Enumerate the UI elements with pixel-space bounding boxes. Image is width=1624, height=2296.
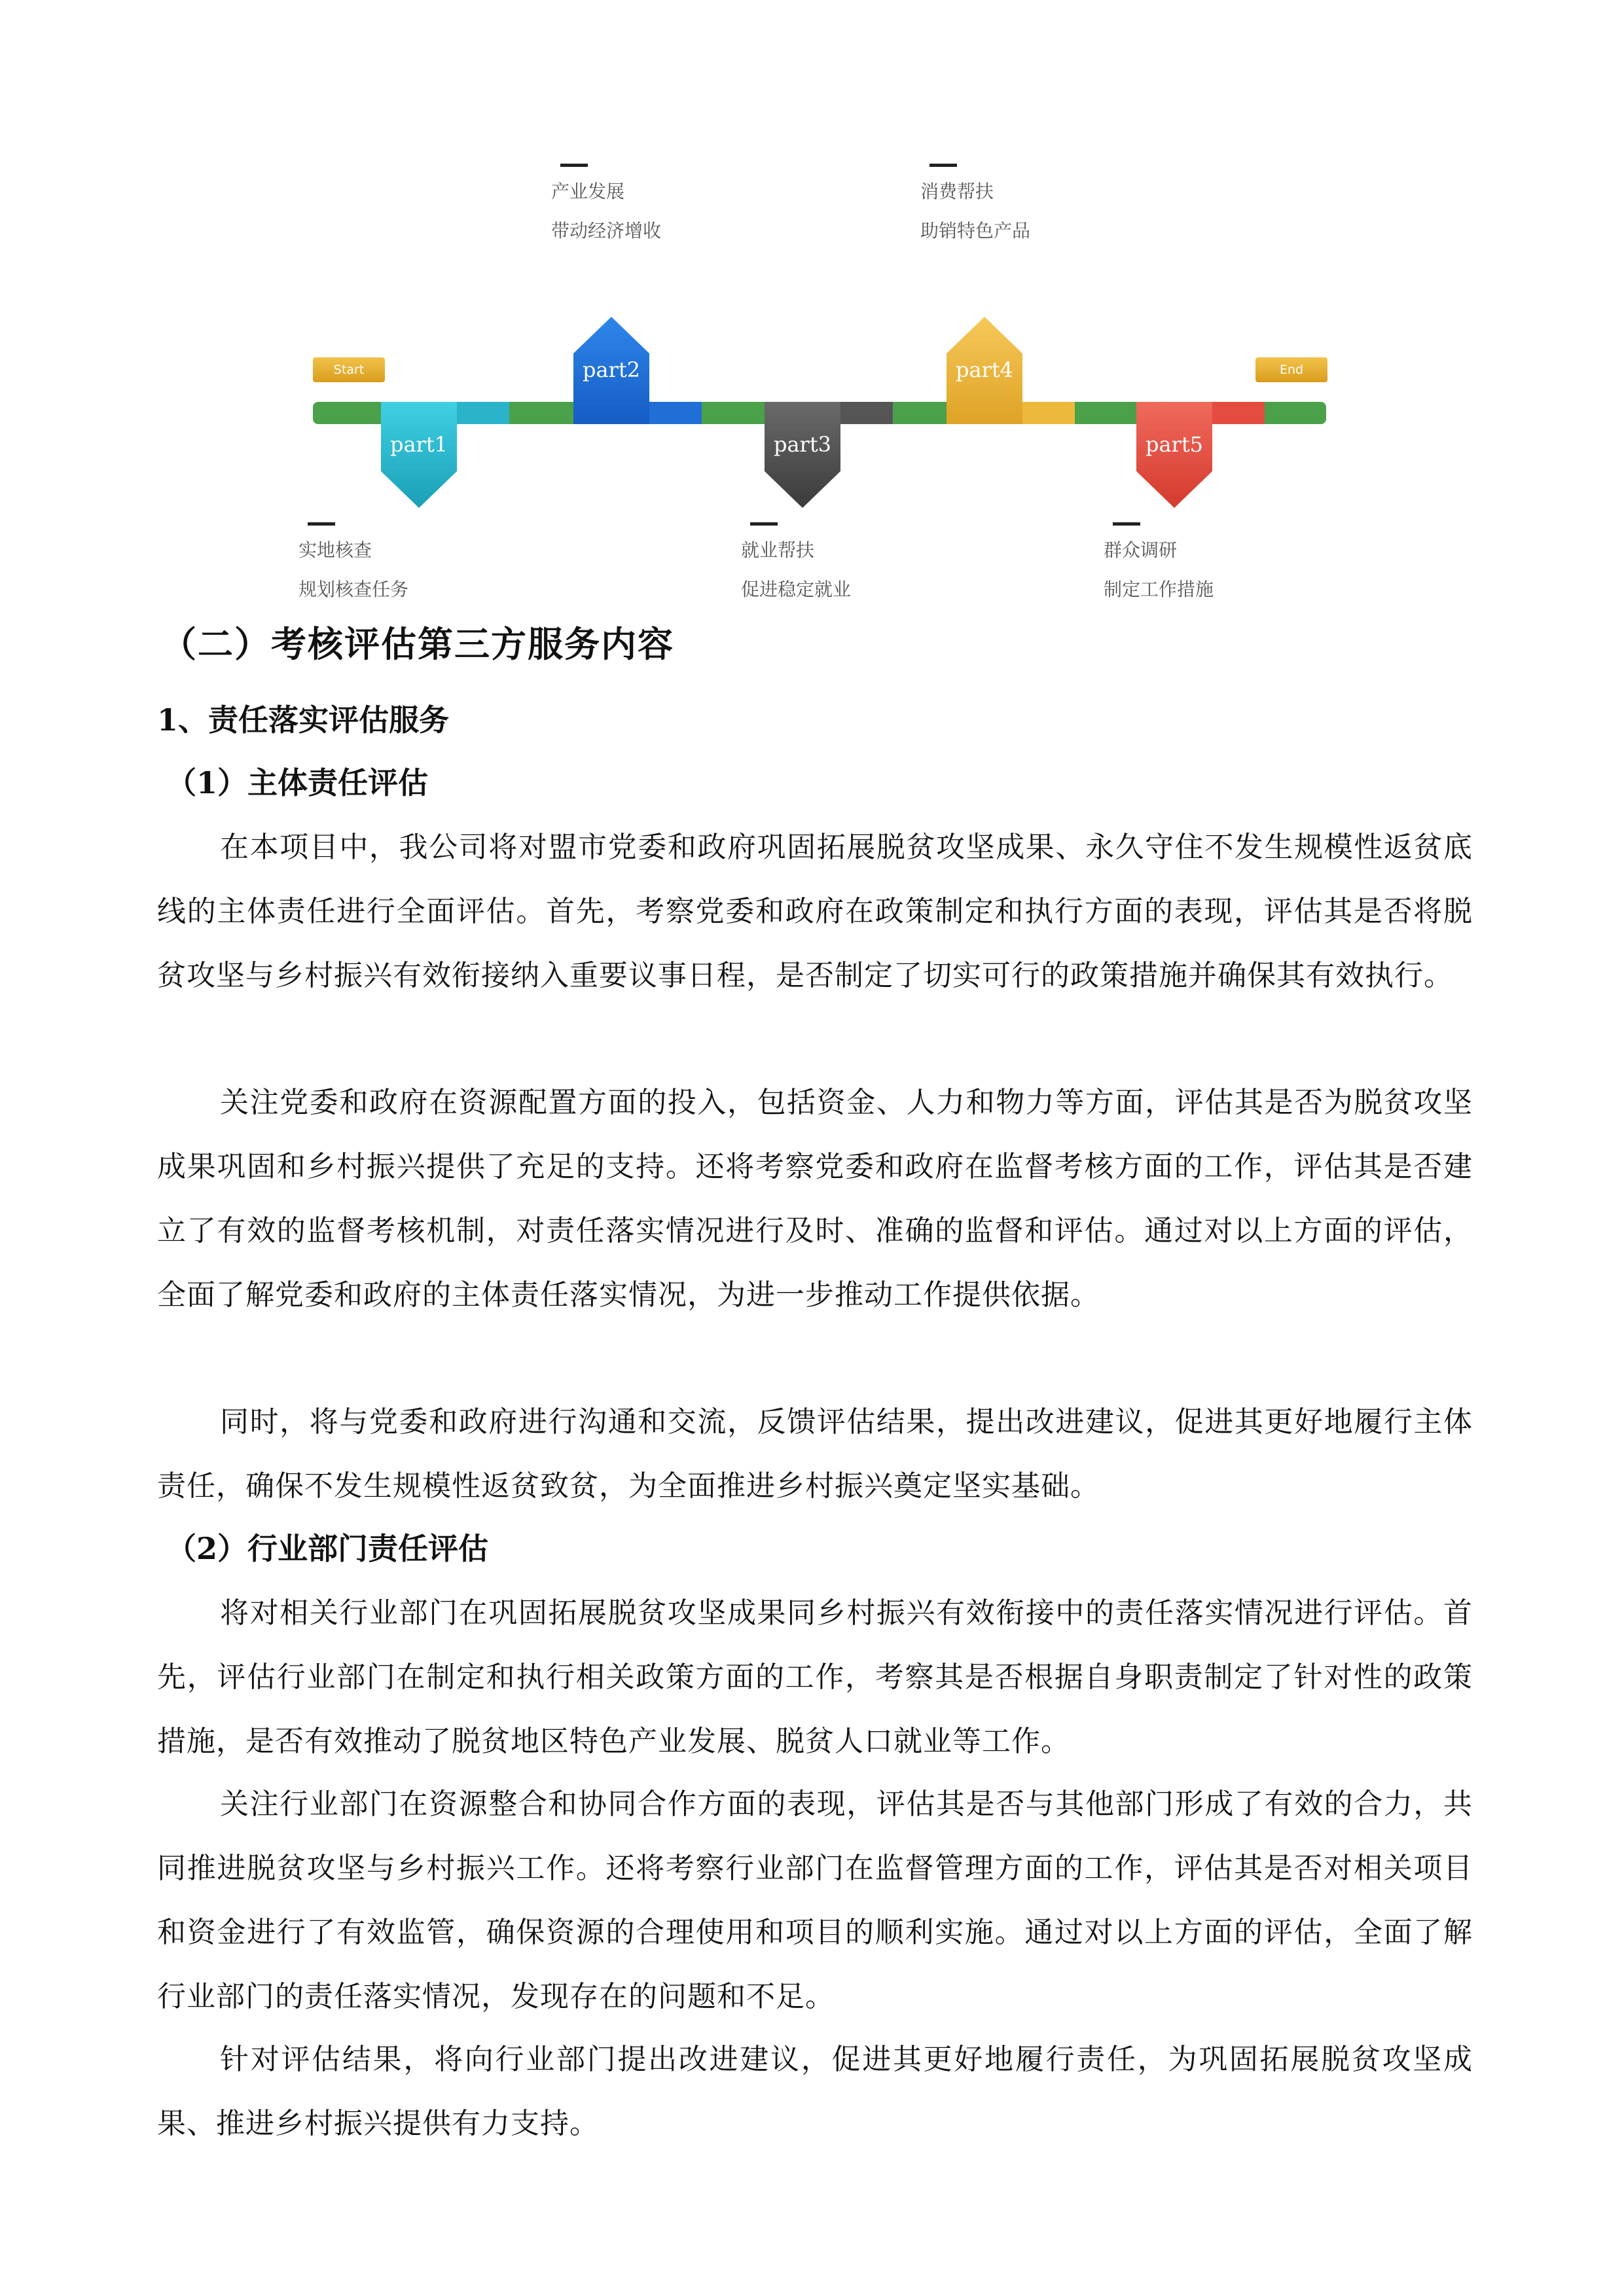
item1-paragraph-1: 在本项目中，我公司将对盟市党委和政府巩固拓展脱贫攻坚成果、永久守住不发生规模性返贫底线的主体责任进行全面评估。首先，考察党委和政府在政策制定和执行方面的表现，评估其是否将脱贫攻坚与乡村振兴有效衔接纳入重要议事日程，是否制定了切实可行的政策措施并确保其有效执行。 xyxy=(157,831,1473,992)
caption-part1 xyxy=(298,522,408,609)
caption-part4 xyxy=(920,164,1030,251)
caption-title: 消费帮扶 xyxy=(920,181,994,202)
subsection-title: 1、责任落实评估服务 xyxy=(157,702,450,738)
caption-part3 xyxy=(741,522,851,609)
item1-paragraph-3: 同时，将与党委和政府进行沟通和交流，反馈评估结果，提出改进建议，促进其更好地履行主体责任，确保不发生规模性返贫致贫，为全面推进乡村振兴奠定坚实基础。 xyxy=(157,1405,1473,1503)
caption-subtitle: 制定工作措施 xyxy=(1104,579,1214,600)
part3-label: part3 xyxy=(773,432,832,457)
end-tag: End xyxy=(1255,357,1327,382)
caption-dash xyxy=(750,522,778,526)
caption-subtitle: 促进稳定就业 xyxy=(741,579,852,600)
item2-paragraph-2: 关注行业部门在资源整合和协同合作方面的表现，评估其是否与其他部门形成了有效的合力，共同推进脱贫攻坚与乡村振兴工作。还将考察行业部门在监督管理方面的工作，评估其是否对相关项目和资金进行了有效监管，确保资源的合理使用和项目的顺利实施。通过对以上方面的评估，全面了解行业部门的责任落实情况，发现存在的问题和不足。 xyxy=(157,1787,1473,2013)
timeline-infographic xyxy=(0,0,1624,615)
caption-title: 产业发展 xyxy=(551,181,625,202)
part1-label: part1 xyxy=(389,432,448,457)
caption-title: 实地核查 xyxy=(298,539,372,561)
caption-title: 群众调研 xyxy=(1104,539,1178,561)
part2-label: part2 xyxy=(582,357,641,382)
item2-paragraph-3: 针对评估结果，将向行业部门提出改进建议，促进其更好地履行责任，为巩固拓展脱贫攻坚成果、推进乡村振兴提供有力支持。 xyxy=(157,2043,1473,2140)
start-tag: Start xyxy=(313,357,385,382)
part5-label: part5 xyxy=(1145,432,1204,457)
caption-dash xyxy=(308,522,335,526)
item2-title: （2）行业部门责任评估 xyxy=(166,1531,489,1566)
caption-part5 xyxy=(1104,522,1214,609)
caption-dash xyxy=(560,164,588,167)
item1-title: （1）主体责任评估 xyxy=(166,765,429,800)
caption-dash xyxy=(929,164,957,167)
part4-label: part4 xyxy=(955,357,1014,382)
caption-dash xyxy=(1113,522,1140,526)
item2-paragraph-1: 将对相关行业部门在巩固拓展脱贫攻坚成果同乡村振兴有效衔接中的责任落实情况进行评估。首先，评估行业部门在制定和执行相关政策方面的工作，考察其是否根据自身职责制定了针对性的政策措施，是否有效推动了脱贫地区特色产业发展、脱贫人口就业等工作。 xyxy=(157,1596,1473,1758)
caption-part2 xyxy=(551,164,661,251)
item1-paragraph-2: 关注党委和政府在资源配置方面的投入，包括资金、人力和物力等方面，评估其是否为脱贫攻坚成果巩固和乡村振兴提供了充足的支持。还将考察党委和政府在监督考核方面的工作，评估其是否建立了有效的监督考核机制，对责任落实情况进行及时、准确的监督和评估。通过对以上方面的评估，全面了解党委和政府的主体责任落实情况，为进一步推动工作提供依据。 xyxy=(157,1086,1473,1312)
caption-title: 就业帮扶 xyxy=(741,539,815,561)
caption-subtitle: 带动经济增收 xyxy=(551,220,662,242)
caption-subtitle: 助销特色产品 xyxy=(920,220,1031,242)
section-title: （二）考核评估第三方服务内容 xyxy=(161,623,674,665)
caption-subtitle: 规划核查任务 xyxy=(298,579,409,600)
